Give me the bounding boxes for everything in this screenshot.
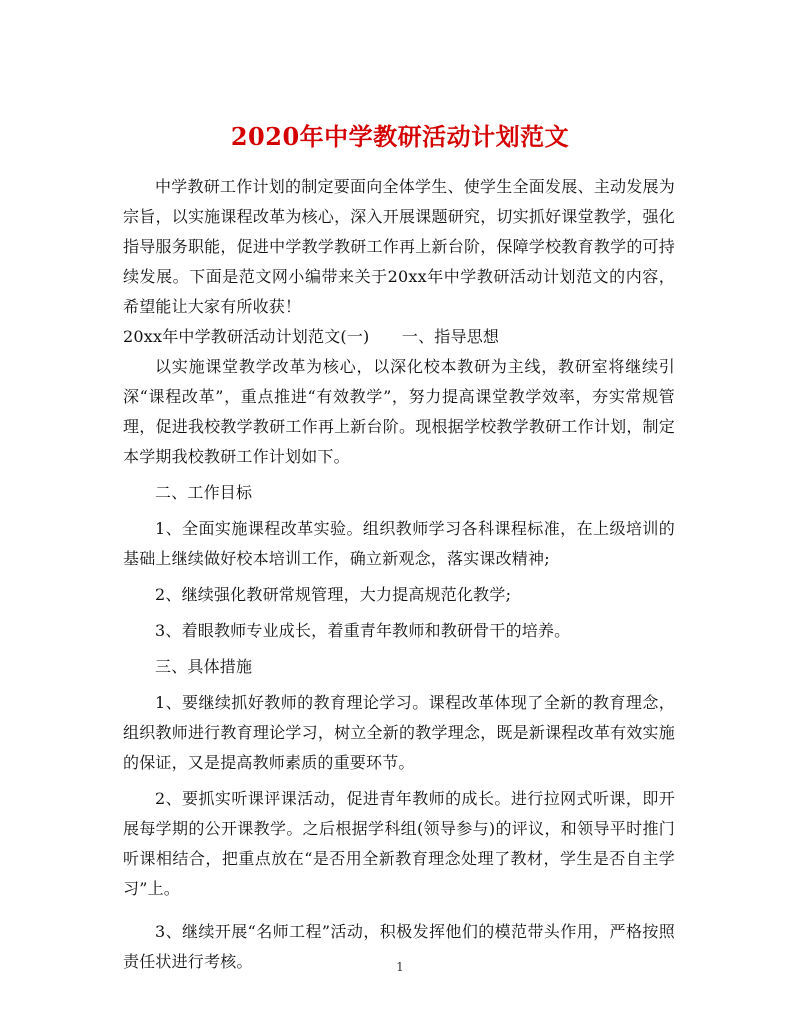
goal-item-2: 2、继续强化教研常规管理，大力提高规范化教学; [155, 585, 512, 604]
measure-item-1: 1、要继续抓好教师的教育理论学习。课程改革体现了全新的教育理念，组织教师进行教育理论学习，树立全新的教学理念，既是新课程改革有效实施的保证，又是提高教师素质的重要环节。 [123, 693, 675, 772]
goal-item-3: 3、着眼教师专业成长，着重青年教师和教研骨干的培养。 [155, 621, 571, 640]
section-heading-work-goals: 二、工作目标 [155, 483, 253, 502]
intro-paragraph: 中学教研工作计划的制定要面向全体学生、使学生全面发展、主动发展为宗旨，以实施课程改革为核心，深入开展课题研究，切实抓好课堂教学，强化指导服务职能，促进中学教学教研工作再上新台阶，保障学校教育教学的可持续发展。下面是范文网小编带来关于20xx年中学教研活动计划范文的内容，希望能让大家有所收获！ [123, 177, 675, 316]
section-heading-specific-measures: 三、具体措施 [155, 657, 253, 676]
guiding-thought-paragraph: 以实施课堂教学改革为核心，以深化校本教研为主线，教研室将继续引深“课程改革”，重点推进“有效教学”，努力提高课堂教学效率，夯实常规管理，促进我校教学教研工作再上新台阶。现根据学校教学教研工作计划，制定本学期我校教研工作计划如下。 [123, 357, 675, 466]
document-body [123, 172, 675, 977]
document-title: 2020年中学教研活动计划范文 [230, 122, 570, 152]
goal-item-1: 1、全面实施课程改革实验。组织教师学习各科课程标准，在上级培训的基础上继续做好校本培训工作，确立新观念，落实课改精神; [123, 519, 675, 568]
page-number: 1 [396, 960, 404, 974]
section-heading-guiding-thought: 20xx年中学教研活动计划范文(一) 一、指导思想 [123, 327, 500, 346]
measure-item-3: 3、继续开展“名师工程”活动，积极发挥他们的模范带头作用，严格按照责任状进行考核。 [123, 922, 675, 971]
measure-item-2: 2、要抓实听课评课活动，促进青年教师的成长。进行拉网式听课，即开展每学期的公开课教学。之后根据学科组(领导参与)的评议，和领导平时推门听课相结合，把重点放在“是否用全新教育理念处理了教材，学生是否自主学习”上。 [123, 789, 675, 898]
